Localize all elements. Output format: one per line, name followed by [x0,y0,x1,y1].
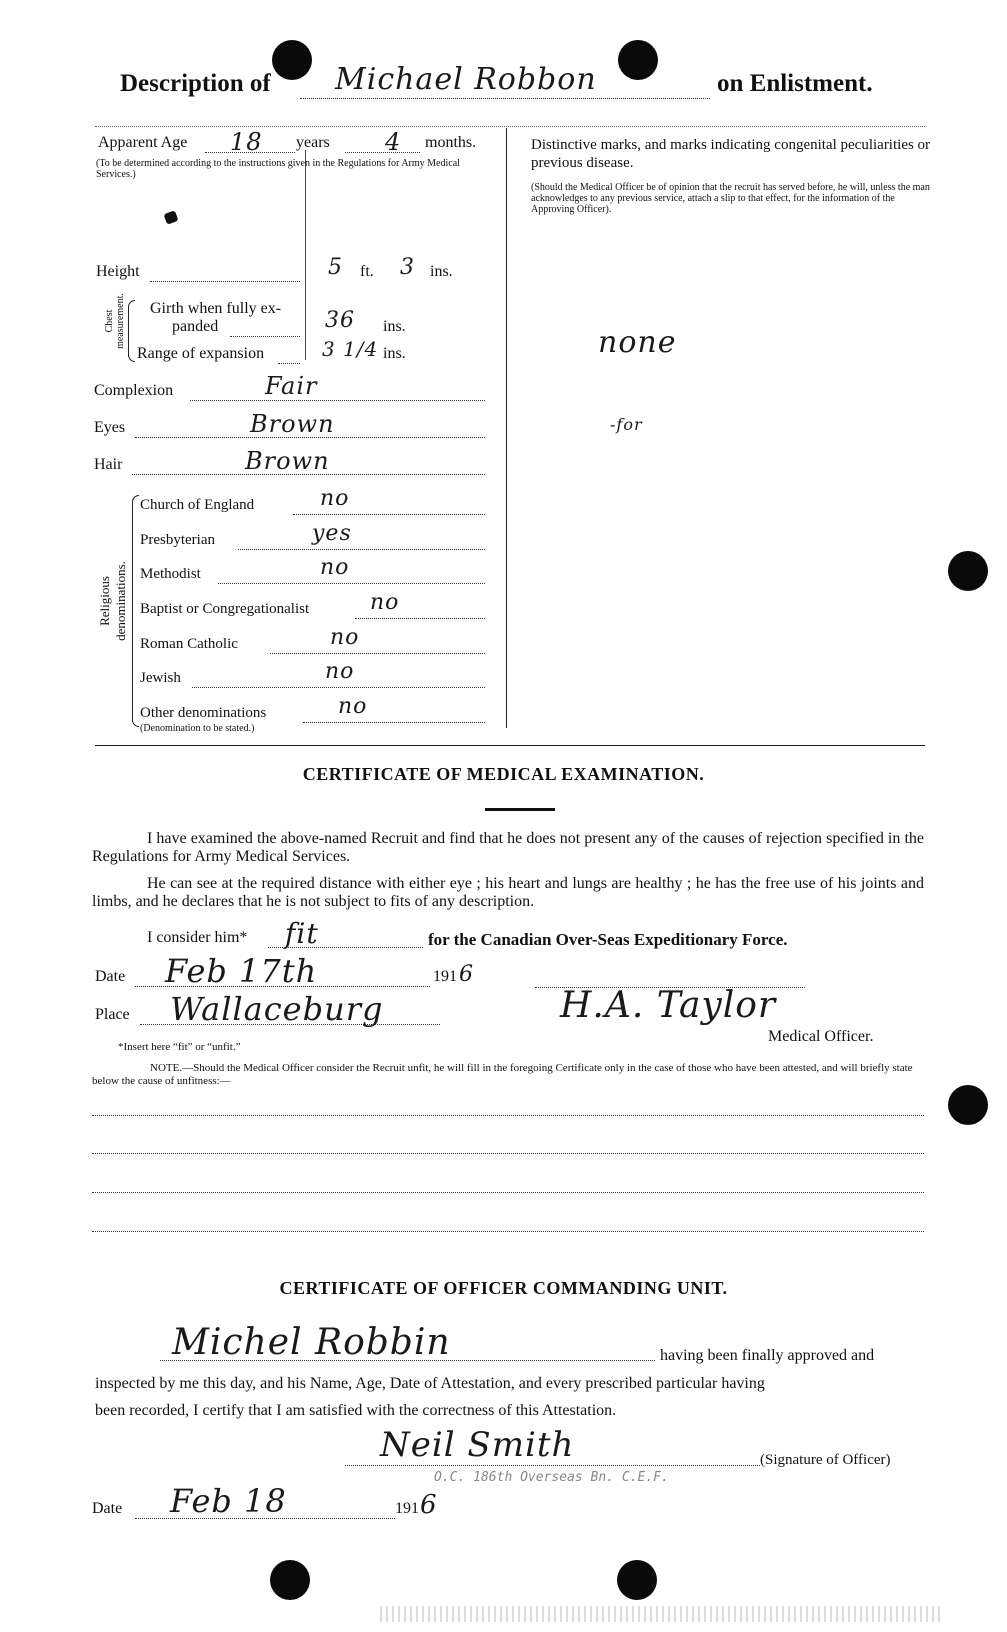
insert-note: *Insert here “fit” or “unfit.” [118,1041,241,1053]
months-label: months. [425,134,477,151]
religion-value-church-of-england: no [320,486,350,511]
marks-value: none [598,325,677,360]
force-label: for the Canadian Over-Seas Expeditionary Force. [428,930,788,949]
commanding-year-prefix: 191 [395,1500,419,1517]
header-name: Michael Robbon [335,62,597,97]
height-ft: 5 [328,255,343,280]
date-value: Feb 17th [165,952,318,990]
punch-hole [272,40,312,80]
scan-edge [380,1606,940,1622]
range-unit: ins. [383,345,406,362]
years-label: years [296,134,330,151]
year-digit: 6 [459,962,474,987]
commanding-recruit-name: Michel Robbin [172,1322,451,1363]
religion-value-methodist: no [320,555,350,580]
religion-label-1: Religious [97,576,112,626]
signature-of-officer-label: (Signature of Officer) [760,1452,891,1468]
punch-hole [948,1085,988,1125]
religion-value-roman-catholic: no [330,625,360,650]
commanding-text-1: having been finally approved and [660,1347,875,1364]
place-value: Wallaceburg [170,990,384,1028]
age-label: Apparent Age [98,134,188,151]
unfitness-line [92,1192,924,1193]
medical-para-1: I have examined the above-named Recruit and find that he does not present any of the causes of rejection specified in the Regulations for Army Medical Services. [92,830,924,865]
ins-label: ins. [430,263,453,280]
complexion-label: Complexion [94,382,174,399]
column-divider [506,128,507,728]
religion-label-jewish: Jewish [140,670,181,686]
header-prefix: Description of [120,70,271,97]
religion-label-church-of-england: Church of England [140,497,255,513]
religion-brace [132,495,139,727]
ink-blot [163,210,178,224]
chest-brace [128,300,135,362]
religion-label-2: denominations. [113,561,128,641]
religion-line [303,722,485,723]
medical-para-2: He can see at the required distance with either eye ; his heart and lungs are healthy ; he has the free use of his joints and limbs, and he declares that he is not subject to fits of any description. [92,875,924,910]
place-label: Place [95,1006,130,1023]
height-line [150,281,300,282]
religion-line [238,549,485,550]
range-value: 3 1/4 [322,337,379,361]
punch-hole [948,551,988,591]
religion-line [218,583,485,584]
consider-label: I consider him* [147,929,248,946]
officer-signature-line [345,1465,760,1466]
religion-label-presbyterian: Presbyterian [140,532,215,548]
commanding-year-digit: 6 [420,1490,438,1520]
girth-label-2: panded [172,318,219,335]
range-label: Range of expansion [137,345,265,362]
medical-title: CERTIFICATE OF MEDICAL EXAMINATION. [302,764,705,784]
complexion-value: Fair [265,372,318,400]
note-text: NOTE.—Should the Medical Officer consider the Recruit unfit, he will fill in the foregoing Certificate only in the case of those who have been attested, and will briefly state below the cause of unfitness:— [92,1062,913,1087]
hair-value: Brown [245,447,330,475]
unfitness-line [92,1115,924,1116]
denomination-note: (Denomination to be stated.) [140,723,255,734]
commanding-date-label: Date [92,1500,123,1517]
complexion-line [190,400,485,401]
medical-title-rule [485,808,555,811]
religion-label-other: Other denominations [140,705,267,721]
age-note: (To be determined according to the instructions given in the Regulations for Army Medical Services.) [96,158,460,180]
commanding-date-value: Feb 18 [170,1482,287,1520]
girth-label-1: Girth when fully ex- [150,300,282,317]
religion-label-methodist: Methodist [140,566,201,582]
unfitness-line [92,1153,924,1154]
medical-officer-label: Medical Officer. [768,1028,874,1045]
girth-unit: ins. [383,318,406,335]
religion-value-presbyterian: yes [312,521,352,546]
medical-signature: H.A. Taylor [560,985,777,1026]
religion-label-baptist: Baptist or Congregationalist [140,601,310,617]
chest-label: Chest measurement. [104,293,126,349]
year-prefix: 191 [433,968,457,985]
hair-label: Hair [94,456,123,473]
top-rule [95,126,925,127]
consider-value: fit [285,917,319,950]
commanding-title: CERTIFICATE OF OFFICER COMMANDING UNIT. [279,1278,728,1298]
ft-label: ft. [360,263,374,280]
religion-line [355,618,485,619]
punch-hole [617,1560,657,1600]
girth-line [230,336,300,337]
religion-value-baptist: no [370,590,400,615]
marks-note: (Should the Medical Officer be of opinion that the recruit has served before, he will, unless the man acknowledges to any previous service, attach a slip to that effect, for the information of the Approving Officer). [531,182,930,215]
marks-label: Distinctive marks, and marks indicating congenital peculiarities or previous disease. [531,137,931,171]
religion-line [270,653,485,654]
date-label: Date [95,968,126,985]
punch-hole [270,1560,310,1600]
girth-value: 36 [325,308,355,333]
punch-hole [618,40,658,80]
age-years: 18 [230,128,263,156]
header-suffix: on Enlistment. [717,70,873,97]
section-rule [95,745,925,746]
religion-line [293,514,485,515]
height-in: 3 [400,255,415,280]
religion-label [97,526,129,676]
marks-extra: -for [610,415,643,434]
religion-value-other: no [338,694,368,719]
inner-divider [305,150,306,360]
months-line [345,152,420,153]
range-line [278,363,300,364]
commanding-text-2: inspected by me this day, and his Name, Age, Date of Attestation, and every prescribed particular having [95,1375,765,1392]
age-months: 4 [385,128,402,156]
commanding-text-3: been recorded, I certify that I am satisfied with the correctness of this Attestation. [95,1402,617,1419]
height-label: Height [96,263,140,280]
unfitness-line [92,1231,924,1232]
religion-line [192,687,485,688]
eyes-value: Brown [250,410,335,438]
commanding-signature: Neil Smith [380,1425,575,1465]
eyes-label: Eyes [94,419,126,436]
officer-stamp: O.C. 186th Overseas Bn. C.E.F. [434,1470,669,1485]
header-name-line [300,98,710,99]
religion-label-roman-catholic: Roman Catholic [140,636,238,652]
religion-value-jewish: no [325,659,355,684]
